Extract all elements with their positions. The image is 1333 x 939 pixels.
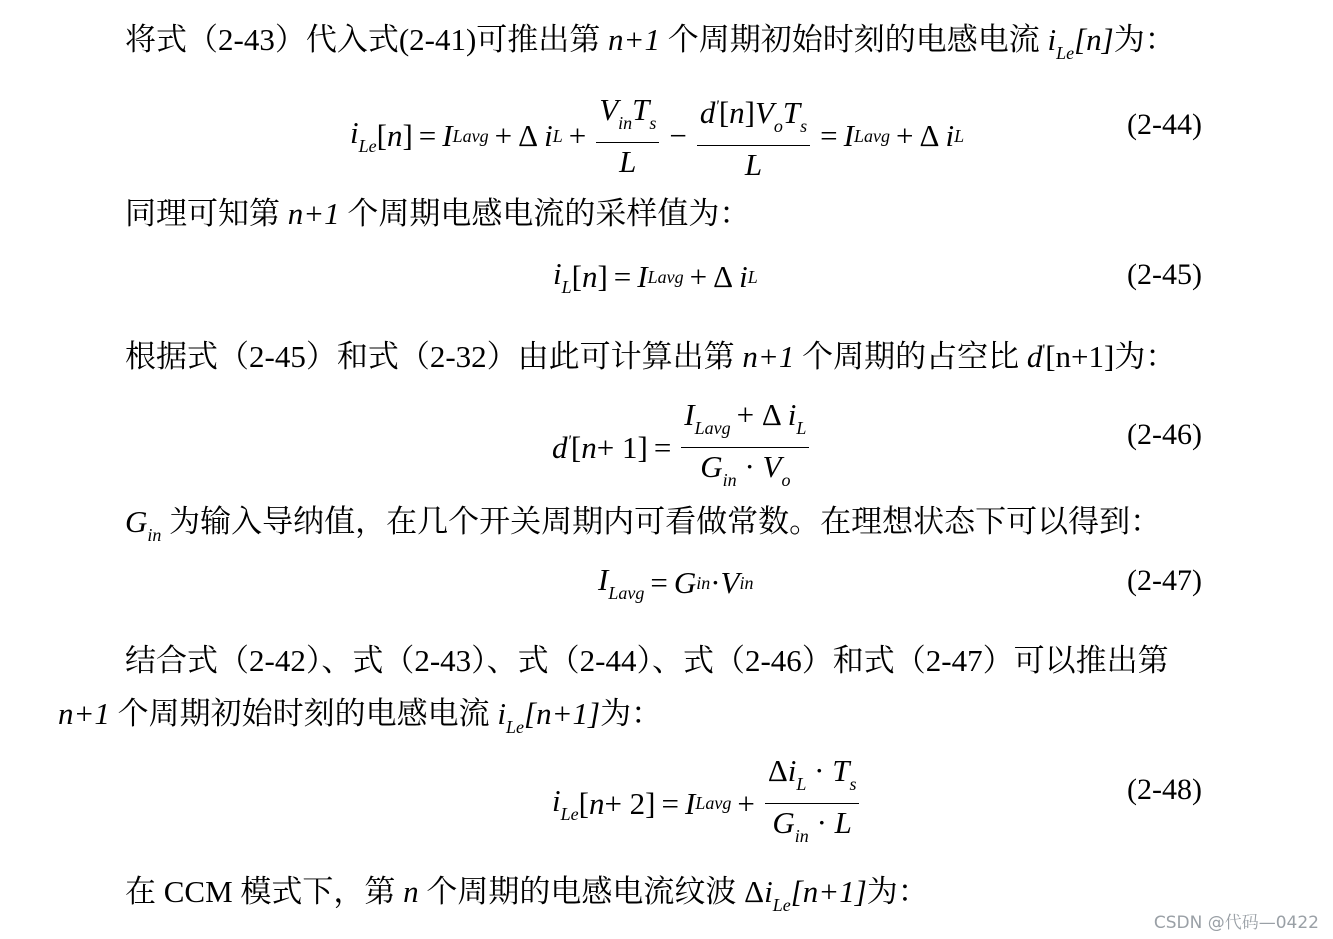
text: Le	[772, 895, 791, 915]
text: 个周期电感电流的采样值为：	[347, 196, 751, 231]
paragraph-4	[125, 502, 1161, 555]
paragraph-6	[58, 694, 662, 747]
watermark: CSDN @代码—0422	[1153, 913, 1319, 933]
equation-number: (2-48)	[1127, 773, 1202, 806]
text: 为：	[1113, 22, 1176, 57]
text: [n+1]	[524, 696, 601, 731]
paragraph-3: 根据式（2-45）和式（2-32）由此可计算出第 n+1 个周期的占空比 d'[n+1]为：	[125, 339, 1177, 374]
text: 结合式（2-42）、式（2-43）、式（2-44）、式（2-46）和式（2-47）可以推出第	[125, 643, 1169, 678]
text: 个周期的电感电流纹波 Δ	[426, 874, 765, 909]
text: 个周期初始时刻的电感电流	[667, 22, 1040, 57]
text: Le	[1056, 43, 1075, 63]
equation-2-45: $i_L$ [ n ] = I Lavg + Δ i L	[553, 256, 758, 297]
text: d	[1026, 339, 1043, 374]
text: n+1	[742, 339, 795, 374]
equation-number: (2-45)	[1127, 258, 1202, 291]
equation-number: (2-44)	[1127, 108, 1202, 141]
text: 为：	[600, 696, 663, 731]
text: [n+1]为：	[1045, 339, 1177, 374]
text: [n+1]	[790, 874, 867, 909]
text: n+1	[287, 196, 340, 231]
text: Le	[506, 717, 525, 737]
text: G	[125, 504, 148, 539]
paragraph-2	[125, 194, 750, 234]
text: 根据式（2-45）和式（2-32）由此可计算出第	[125, 339, 735, 374]
text: 个周期的占空比	[802, 339, 1020, 374]
text: i	[497, 696, 507, 731]
text: n	[403, 874, 419, 909]
paragraph-7	[125, 872, 929, 925]
text: [n]	[1074, 22, 1114, 57]
equation-2-44: $i_{Le}$ [ n ] = I Lavg + Δ i L + $\frac{V_{in}T_s}{L}$ − $\frac{d'[n]V_oT_s}{L}$ = I Lavg + Δ i L	[350, 92, 965, 182]
text: 为：	[866, 874, 929, 909]
text: 将式（2-43）代入式(2-41)可推出第	[125, 22, 601, 57]
text: 在 CCM 模式下，第	[125, 874, 396, 909]
text: 为输入导纳值，在几个开关周期内可看做常数。在理想状态下可以得到：	[169, 504, 1162, 539]
paragraph-1	[125, 20, 1176, 73]
text: 同理可知第	[125, 196, 280, 231]
text: n+1	[608, 22, 660, 57]
equation-2-46: d' [ n + 1] = $\frac{I_{Lavg} + \Delta i_L}{G_{in} \cdot V_o}$	[552, 398, 813, 497]
paragraph-5	[125, 641, 1169, 681]
text: n+1	[58, 696, 110, 731]
text: i	[764, 874, 773, 909]
equation-2-47: $I_{Lavg}$ = G in · V in	[598, 562, 754, 603]
equation-2-48: $i_{Le}$ [ n + 2] = I Lavg + $\frac{\Delta i_L \cdot T_s}{G_{in} \cdot L}$	[552, 754, 863, 853]
text: i	[1047, 22, 1057, 57]
equation-number: (2-47)	[1127, 564, 1202, 597]
text: 个周期初始时刻的电感电流	[117, 696, 490, 731]
equation-number: (2-46)	[1127, 418, 1202, 451]
text: in	[147, 525, 162, 545]
